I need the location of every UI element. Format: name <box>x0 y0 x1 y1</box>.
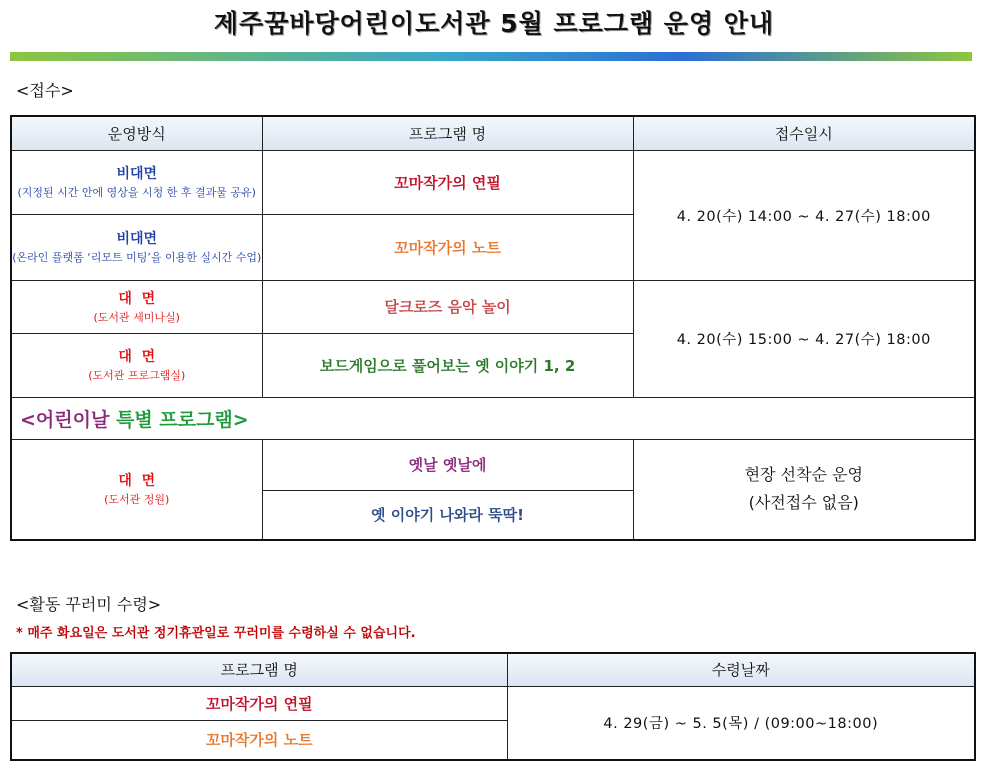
header-reception-date: 접수일시 <box>633 116 975 150</box>
table-row <box>11 686 975 720</box>
header-method: 운영방식 <box>11 116 262 150</box>
method-cell <box>11 439 262 540</box>
method-label: 비대면 <box>116 166 158 182</box>
header-pickup-date: 수령날짜 <box>507 653 975 686</box>
pickup-date: 4. 29(금) ~ 5. 5(목) / (09:00~18:00) <box>507 686 975 760</box>
reception-table <box>10 115 976 541</box>
onsite-note-cell <box>633 439 975 540</box>
program-name: 달크로즈 음악 놀이 <box>262 280 633 333</box>
special-program-row <box>11 397 975 439</box>
method-description: (온라인 플랫폼 ‘리모트 미팅’을 이용한 실시간 수업) <box>12 251 262 264</box>
program-name: 옛 이야기 나와라 뚝딱! <box>262 490 633 540</box>
pickup-notice: * 매주 화요일은 도서관 정기휴관일로 꾸러미를 수령하실 수 없습니다. <box>16 626 416 641</box>
table-row <box>11 439 975 490</box>
special-heading-part1: <어린이날 <box>20 408 110 431</box>
program-name: 꼬마작가의 연필 <box>11 686 507 720</box>
program-name: 옛날 옛날에 <box>262 439 633 490</box>
table-row <box>11 280 975 333</box>
header-program: 프로그램 명 <box>11 653 507 686</box>
method-cell <box>11 333 262 397</box>
program-name: 보드게임으로 풀어보는 옛 이야기 1, 2 <box>262 333 633 397</box>
onsite-note-line2: (사전접수 없음) <box>748 493 859 513</box>
method-label: 대 면 <box>118 290 156 307</box>
program-name: 꼬마작가의 노트 <box>262 214 633 280</box>
pickup-section-label: <활동 꾸러미 수령> <box>16 595 162 614</box>
method-description: (도서관 정원) <box>104 493 170 507</box>
onsite-note-line1: 현장 선착순 운영 <box>744 465 863 485</box>
special-heading-part2: 특별 프로그램> <box>115 408 249 431</box>
table-header-row <box>11 653 975 686</box>
method-cell <box>11 214 262 280</box>
pickup-table <box>10 652 976 761</box>
special-program-heading <box>11 397 975 439</box>
program-name: 꼬마작가의 노트 <box>11 720 507 760</box>
method-cell <box>11 280 262 333</box>
reception-section-label: <접수> <box>16 81 74 100</box>
header-program: 프로그램 명 <box>262 116 633 150</box>
table-row <box>11 150 975 214</box>
method-label: 비대면 <box>116 231 158 247</box>
method-label: 대 면 <box>118 473 156 490</box>
method-cell <box>11 150 262 214</box>
table-header-row <box>11 116 975 150</box>
method-description: (도서관 세미나실) <box>93 310 180 324</box>
page-title: 제주꿈바당어린이도서관 5월 프로그램 운영 안내 <box>213 9 775 38</box>
reception-date: 4. 20(수) 15:00 ~ 4. 27(수) 18:00 <box>633 280 975 397</box>
title-underline-bar <box>10 52 972 61</box>
method-description: (도서관 프로그램실) <box>88 369 186 382</box>
method-label: 대 면 <box>118 349 156 365</box>
reception-date: 4. 20(수) 14:00 ~ 4. 27(수) 18:00 <box>633 150 975 280</box>
program-name: 꼬마작가의 연필 <box>262 150 633 214</box>
method-description: (지정된 시간 안에 영상을 시청 한 후 결과물 공유) <box>17 186 256 199</box>
